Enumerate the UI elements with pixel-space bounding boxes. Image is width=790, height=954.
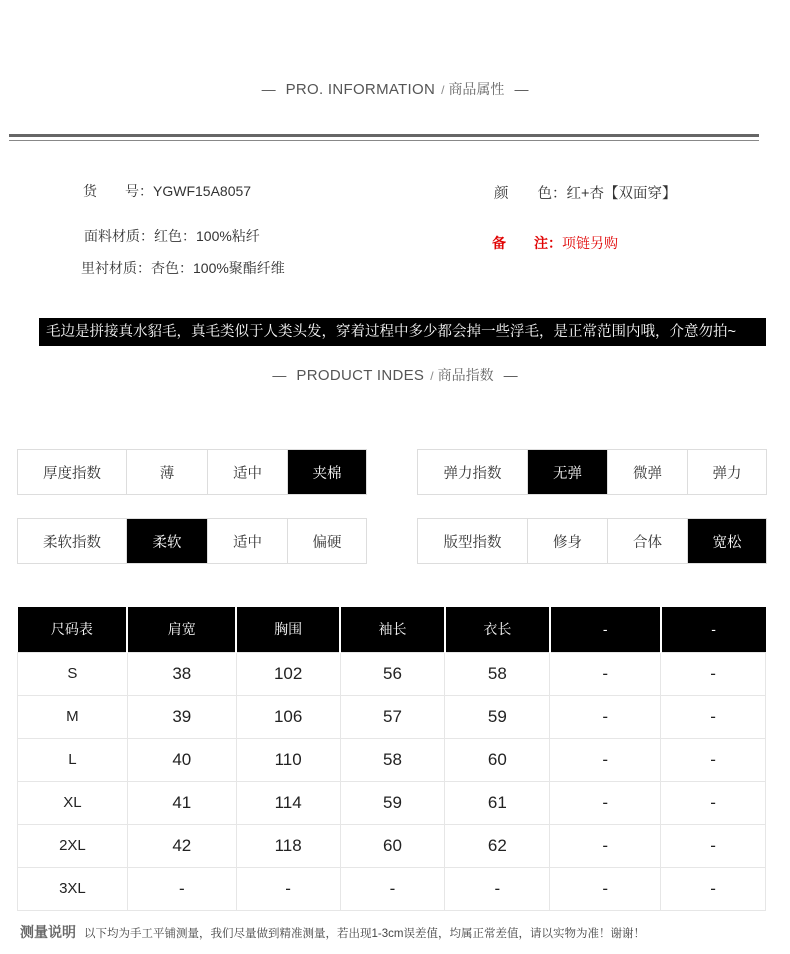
title-dash-left: — xyxy=(261,81,276,97)
header-length: 衣长 xyxy=(445,607,550,652)
title-dash-left: — xyxy=(272,367,287,383)
fit-index-label: 版型指数 xyxy=(418,519,528,563)
title-dash-right: — xyxy=(503,367,518,383)
table-row xyxy=(18,781,766,824)
softness-option-hard: 偏硬 xyxy=(312,534,342,551)
product-index-title xyxy=(0,365,790,385)
softness-option-medium: 适中 xyxy=(208,519,288,563)
shoulder-cell: 41 xyxy=(127,781,236,824)
measurement-note-text: 以下均为手工平铺测量，我们尽量做到精准测量，若出现1-3cm误差值，均属正常差值，请以实物为准！谢谢！ xyxy=(84,928,645,940)
table-row xyxy=(18,738,766,781)
title-separator: / xyxy=(430,369,434,383)
shoulder-cell: 40 xyxy=(127,738,236,781)
lining-label: 里衬材质： xyxy=(81,260,151,276)
elasticity-index-label: 弹力指数 xyxy=(418,450,528,494)
length-cell: 59 xyxy=(445,695,550,738)
chest-cell: 114 xyxy=(236,781,340,824)
softness-option-soft: 柔软 xyxy=(127,519,208,563)
shoulder-cell: 39 xyxy=(127,695,236,738)
size-chart xyxy=(17,607,766,911)
size-cell: 2XL xyxy=(18,824,128,867)
color-label: 颜 色： xyxy=(494,186,567,202)
empty-cell: - xyxy=(661,824,766,867)
remark-label: 备 注： xyxy=(492,235,562,251)
size-cell: L xyxy=(18,738,128,781)
info-remark xyxy=(492,233,618,253)
shoulder-cell: 38 xyxy=(127,652,236,695)
empty-cell: - xyxy=(550,781,661,824)
size-cell: XL xyxy=(18,781,128,824)
chest-cell: 118 xyxy=(236,824,340,867)
title-en: PRODUCT INDES xyxy=(296,367,425,384)
lining-value: 杏色：100%聚酯纤维 xyxy=(151,260,285,276)
title-en: PRO. INFORMATION xyxy=(285,81,436,98)
empty-cell: - xyxy=(661,695,766,738)
item-number-value: YGWF15A8057 xyxy=(153,183,252,199)
elasticity-index xyxy=(417,449,767,495)
title-cn: 商品属性 xyxy=(448,81,505,97)
length-cell: 61 xyxy=(445,781,550,824)
info-lining xyxy=(81,258,285,278)
empty-cell: - xyxy=(661,781,766,824)
shoulder-cell: 42 xyxy=(127,824,236,867)
title-separator: / xyxy=(441,83,445,97)
empty-cell: - xyxy=(550,695,661,738)
sleeve-cell: - xyxy=(340,867,445,910)
sleeve-cell: 58 xyxy=(340,738,445,781)
measurement-note xyxy=(20,922,645,942)
empty-cell: - xyxy=(550,867,661,910)
table-row xyxy=(18,824,766,867)
size-chart-header xyxy=(18,607,766,652)
empty-cell: - xyxy=(550,652,661,695)
fit-option-loose: 宽松 xyxy=(688,519,766,563)
info-item-number xyxy=(83,181,251,201)
chest-cell: 102 xyxy=(236,652,340,695)
title-cn: 商品指数 xyxy=(437,367,494,383)
fabric-label: 面料材质： xyxy=(84,228,154,244)
measurement-note-label: 测量说明 xyxy=(20,924,76,940)
header-size: 尺码表 xyxy=(18,607,128,652)
sleeve-cell: 56 xyxy=(340,652,445,695)
thickness-option-medium: 适中 xyxy=(208,450,288,494)
empty-cell: - xyxy=(661,738,766,781)
empty-cell: - xyxy=(661,867,766,910)
fit-option-slim: 修身 xyxy=(528,519,608,563)
length-cell: 62 xyxy=(445,824,550,867)
pro-information-title xyxy=(0,79,790,99)
length-cell: - xyxy=(445,867,550,910)
fabric-value: 红色：100%粘纤 xyxy=(154,228,260,244)
thickness-index xyxy=(17,449,367,495)
chest-cell: 106 xyxy=(236,695,340,738)
header-sleeve: 袖长 xyxy=(340,607,445,652)
table-row xyxy=(18,652,766,695)
thickness-option-thin: 薄 xyxy=(127,450,208,494)
header-shoulder: 肩宽 xyxy=(127,607,236,652)
chest-cell: 110 xyxy=(236,738,340,781)
header-empty-1: - xyxy=(550,607,661,652)
length-cell: 60 xyxy=(445,738,550,781)
empty-cell: - xyxy=(550,824,661,867)
softness-index xyxy=(17,518,367,564)
fit-option-regular: 合体 xyxy=(608,519,688,563)
length-cell: 58 xyxy=(445,652,550,695)
elasticity-option-slight: 微弹 xyxy=(608,450,688,494)
thickness-index-label: 厚度指数 xyxy=(18,450,127,494)
color-value: 红+杏【双面穿】 xyxy=(566,186,677,202)
empty-cell: - xyxy=(661,652,766,695)
shoulder-cell: - xyxy=(127,867,236,910)
title-dash-right: — xyxy=(514,81,529,97)
size-cell: M xyxy=(18,695,128,738)
softness-index-label: 柔软指数 xyxy=(18,519,127,563)
sleeve-cell: 57 xyxy=(340,695,445,738)
size-cell: 3XL xyxy=(18,867,128,910)
header-chest: 胸围 xyxy=(236,607,340,652)
notice-banner: 毛边是拼接真水貂毛，真毛类似于人类头发，穿着过程中多少都会掉一些浮毛，是正常范围内哦，介意勿拍~ xyxy=(39,318,766,346)
remark-value: 项链另购 xyxy=(562,235,618,251)
thickness-option-padded: 夹棉 xyxy=(288,450,366,494)
table-row xyxy=(18,695,766,738)
section-divider xyxy=(9,134,759,141)
header-empty-2: - xyxy=(661,607,766,652)
fit-index xyxy=(417,518,767,564)
sleeve-cell: 60 xyxy=(340,824,445,867)
size-cell: S xyxy=(18,652,128,695)
sleeve-cell: 59 xyxy=(340,781,445,824)
elasticity-option-none: 无弹 xyxy=(528,450,608,494)
info-color xyxy=(494,182,676,203)
item-number-label: 货 号： xyxy=(83,183,153,199)
empty-cell: - xyxy=(550,738,661,781)
chest-cell: - xyxy=(236,867,340,910)
elasticity-option-stretch: 弹力 xyxy=(712,465,742,482)
info-fabric xyxy=(84,226,260,246)
table-row xyxy=(18,867,766,910)
